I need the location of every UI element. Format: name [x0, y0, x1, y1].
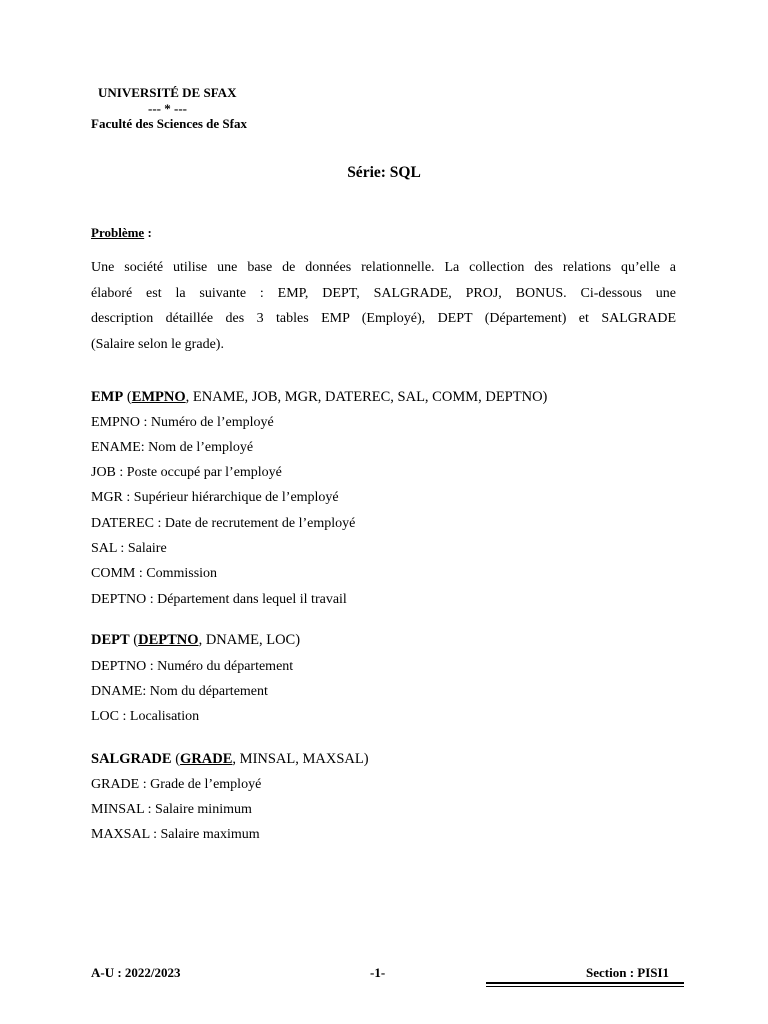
university-name: UNIVERSITÉ DE SFAX — [98, 85, 237, 100]
attribute-description: SAL : Salaire — [91, 541, 167, 556]
attribute-description: LOC : Localisation — [91, 709, 200, 724]
attribute-description: DNAME: Nom du département — [91, 684, 268, 699]
dept-schema: DEPT (DEPTNO, DNAME, LOC) — [91, 632, 301, 648]
intro-line: Une société utilise une base de données relationnelle. La collection des relations qu’elle a — [91, 260, 676, 275]
table-name: DEPT — [91, 632, 130, 648]
attribute-description: MAXSAL : Salaire maximum — [91, 827, 260, 842]
attribute-description: COMM : Commission — [91, 566, 218, 581]
primary-key: EMPNO — [131, 389, 186, 405]
faculty-name: Faculté des Sciences de Sfax — [91, 116, 247, 131]
attribute-description: DATEREC : Date de recrutement de l’employé — [91, 516, 356, 531]
primary-key: DEPTNO — [138, 632, 199, 648]
attribute-description: MINSAL : Salaire minimum — [91, 802, 252, 817]
attribute-description: EMPNO : Numéro de l’employé — [91, 415, 274, 430]
problem-heading — [91, 225, 152, 241]
attribute-description: DEPTNO : Numéro du département — [91, 659, 294, 674]
salgrade-schema: SALGRADE (GRADE, MINSAL, MAXSAL) — [91, 751, 369, 767]
problem-intro — [91, 255, 676, 357]
page-title: Série: SQL — [347, 164, 421, 181]
academic-year: A-U : 2022/2023 — [91, 965, 181, 980]
schema-attributes: , MINSAL, MAXSAL) — [232, 751, 369, 767]
attribute-description: JOB : Poste occupé par l’employé — [91, 465, 282, 480]
attribute-description: GRADE : Grade de l’employé — [91, 777, 262, 792]
schema-attributes: , DNAME, LOC) — [198, 632, 301, 648]
intro-line: description détaillée des 3 tables EMP (Employé), DEPT (Département) et SALGRADE — [91, 311, 676, 326]
problem-label: Problème — [91, 225, 145, 240]
emp-schema: EMP (EMPNO, ENAME, JOB, MGR, DATEREC, SAL, COMM, DEPTNO) — [91, 389, 548, 405]
footer-rule — [486, 982, 684, 984]
attribute-description: ENAME: Nom de l’employé — [91, 440, 254, 455]
section-label: Section : PISI1 — [586, 965, 670, 980]
problem-colon: : — [144, 225, 152, 240]
page-number: -1- — [370, 965, 386, 980]
attribute-description: DEPTNO : Département dans lequel il travail — [91, 592, 347, 607]
intro-line: (Salaire selon le grade). — [91, 336, 224, 352]
table-name: EMP — [91, 389, 124, 405]
primary-key: GRADE — [180, 751, 233, 767]
header-separator: --- * --- — [148, 101, 187, 116]
footer-rule — [486, 986, 684, 987]
intro-line: élaboré est la suivante : EMP, DEPT, SALGRADE, PROJ, BONUS. Ci-dessous une — [91, 285, 676, 301]
schema-attributes: , ENAME, JOB, MGR, DATEREC, SAL, COMM, DEPTNO) — [185, 389, 548, 405]
attribute-description: MGR : Supérieur hiérarchique de l’employé — [91, 490, 339, 505]
table-name: SALGRADE — [91, 751, 172, 767]
